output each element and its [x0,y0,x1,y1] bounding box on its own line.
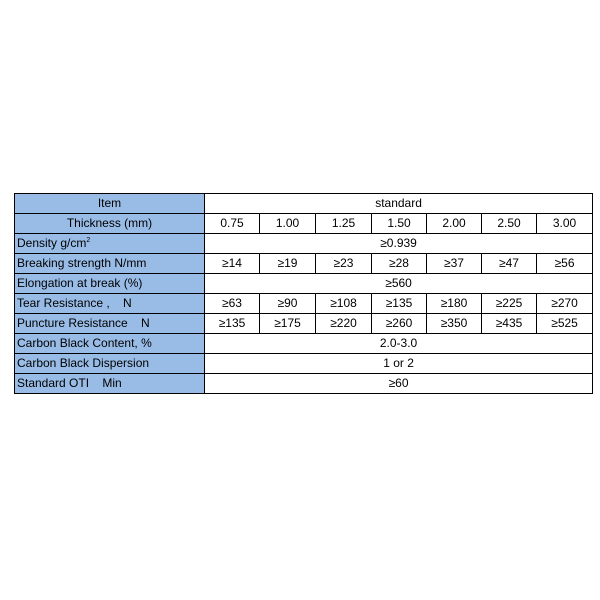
elongation-label: Elongation at break (%) [15,274,205,294]
density-unit-superscript: 2 [86,237,91,244]
standard-oti-label: Standard OTI Min [15,374,205,394]
tear-resistance-value: ≥270 [537,294,593,314]
thickness-label: Thickness (mm) [15,214,205,234]
puncture-resistance-value: ≥525 [537,314,593,334]
density-label-cell [15,234,205,254]
table-row-elongation [15,274,593,294]
thickness-value: 2.50 [482,214,537,234]
thickness-value: 0.75 [205,214,260,234]
breaking-strength-label: Breaking strength N/mm [15,254,205,274]
tear-resistance-value: ≥135 [372,294,427,314]
breaking-strength-value: ≥23 [316,254,372,274]
puncture-resistance-value: ≥220 [316,314,372,334]
carbon-black-content-label: Carbon Black Content, % [15,334,205,354]
carbon-black-dispersion-label: Carbon Black Dispersion [15,354,205,374]
tear-resistance-label: Tear Resistance , N [15,294,205,314]
standard-oti-value: ≥60 [205,374,593,394]
thickness-value: 3.00 [537,214,593,234]
table-row-density [15,234,593,254]
tear-resistance-value: ≥90 [260,294,316,314]
density-value: ≥0.939 [205,234,593,254]
tear-resistance-value: ≥63 [205,294,260,314]
breaking-strength-value: ≥47 [482,254,537,274]
puncture-resistance-value: ≥350 [427,314,482,334]
tear-resistance-value: ≥108 [316,294,372,314]
breaking-strength-value: ≥37 [427,254,482,274]
thickness-value: 2.00 [427,214,482,234]
breaking-strength-value: ≥14 [205,254,260,274]
puncture-resistance-value: ≥135 [205,314,260,334]
breaking-strength-value: ≥56 [537,254,593,274]
tear-resistance-value: ≥180 [427,294,482,314]
tear-resistance-value: ≥225 [482,294,537,314]
item-header-cell: Item [15,194,205,214]
puncture-resistance-value: ≥435 [482,314,537,334]
table-row-standard-oti [15,374,593,394]
thickness-value: 1.50 [372,214,427,234]
standard-header-cell: standard [205,194,593,214]
table-row-tear-resistance [15,294,593,314]
elongation-value: ≥560 [205,274,593,294]
carbon-black-content-value: 2.0-3.0 [205,334,593,354]
table-row-carbon-black-content [15,334,593,354]
carbon-black-dispersion-value: 1 or 2 [205,354,593,374]
density-label: Density g/cm [17,236,87,250]
table-row-puncture-resistance [15,314,593,334]
specification-table [14,193,593,394]
table-row-breaking-strength [15,254,593,274]
table-row-header [15,194,593,214]
puncture-resistance-value: ≥260 [372,314,427,334]
puncture-resistance-value: ≥175 [260,314,316,334]
table-row-thickness [15,214,593,234]
thickness-value: 1.00 [260,214,316,234]
puncture-resistance-label: Puncture Resistance N [15,314,205,334]
table-row-carbon-black-dispersion [15,354,593,374]
breaking-strength-value: ≥19 [260,254,316,274]
breaking-strength-value: ≥28 [372,254,427,274]
thickness-value: 1.25 [316,214,372,234]
